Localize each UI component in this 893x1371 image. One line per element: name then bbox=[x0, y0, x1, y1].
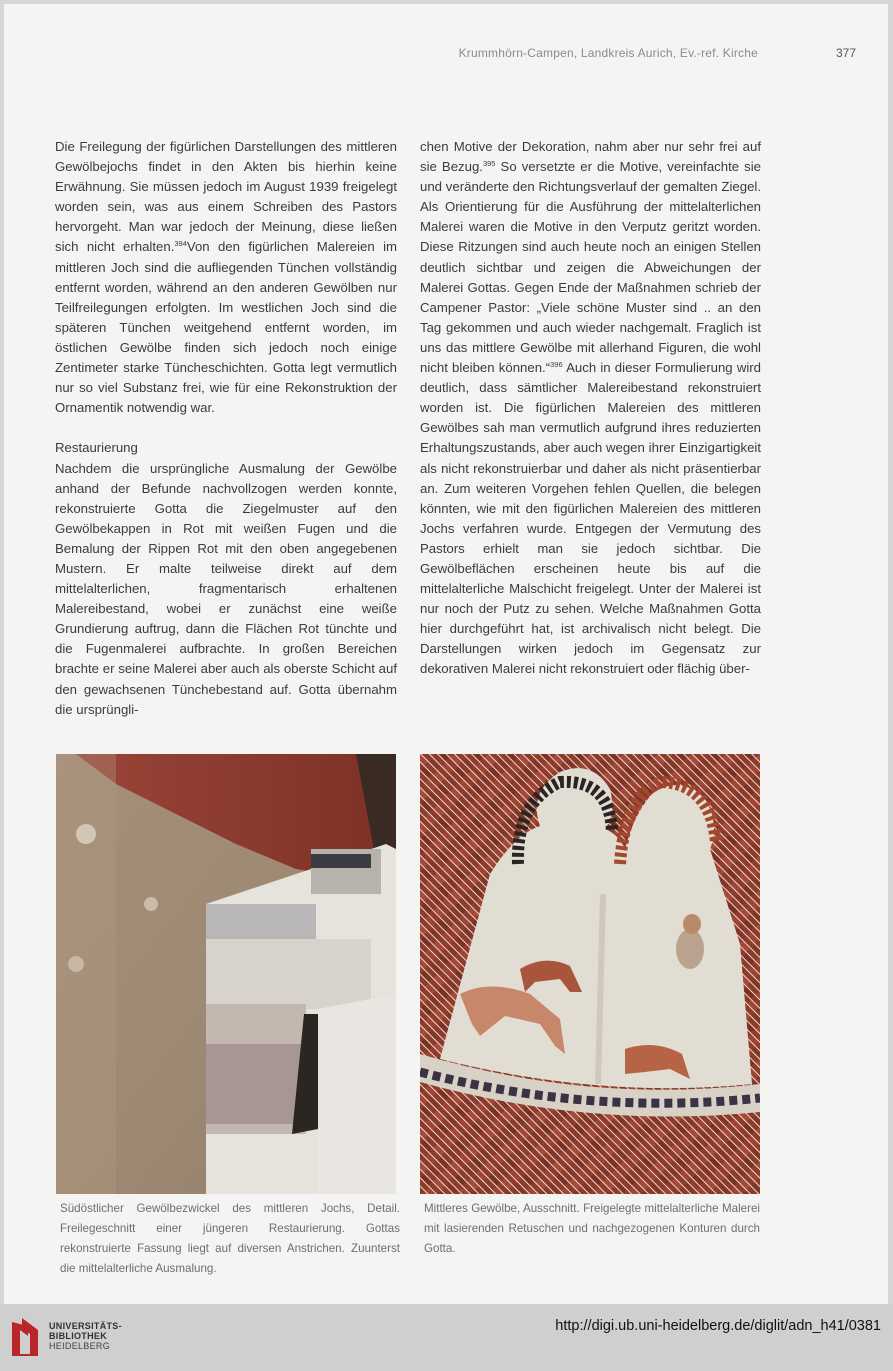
paragraph: Nachdem die ursprüngliche Ausmalung der Gewölbe anhand der Befunde nachvollzogen werden konnte, rekonstruierte Gotta die Ziegelmuster auf den Gewölbekappen in Rot mit weißen Fugen und die Bemalung der Rippen Rot mit den oben angegebenen Mustern. Er malte teilweise direkt auf dem mittelalterlichen, fragmentarisch erhaltenen Malereibestand, wobei er zunächst eine weiße Grundierung auftrug, dann die Flächen Rot tünchte und die Fugenmalerei aufbrachte. In großen Bereichen brachte er seine Malerei aber auch als oberste Schicht auf den gewachsenen Tünchebestand auf. Gotta übernahm die ursprüngli- bbox=[55, 460, 397, 717]
book-page bbox=[4, 4, 888, 1304]
section-heading: Restaurierung bbox=[55, 440, 138, 456]
paragraph-text: Die Freilegung der figürlichen Darstellungen des mittleren Gewölbejochs findet in den Akten bis hierhin keine Erwähnung. Sie müssen jedoch im August 1939 freigelegt worden sein, was aus einem Schreiben des Pastors hervorgeht. Man war jedoch der Meinung, diese ließen sich nicht erhalten. bbox=[55, 139, 397, 255]
running-header bbox=[4, 46, 888, 62]
footnote-ref[interactable]: 394 bbox=[174, 239, 187, 249]
paragraph bbox=[55, 137, 397, 418]
photo-central-vault bbox=[420, 754, 760, 1194]
running-title: Krummhörn-Campen, Landkreis Aurich, Ev.-ref. Kirche bbox=[458, 46, 758, 60]
ub-heidelberg-logo[interactable] bbox=[8, 1314, 44, 1358]
library-name-line: HEIDELBERG bbox=[49, 1341, 111, 1351]
library-name bbox=[49, 1321, 122, 1351]
footnote-ref[interactable]: 395 bbox=[482, 159, 496, 169]
right-text-column bbox=[420, 137, 761, 680]
caption-right: Mittleres Gewölbe, Ausschnitt. Freigelegte mittelalterliche Malerei mit lasierenden Retuschen und nachgezogenen Konturen durch Gotta. bbox=[424, 1202, 760, 1255]
library-name-line: BIBLIOTHEK bbox=[49, 1331, 107, 1341]
caption-left: Südöstlicher Gewölbezwickel des mittleren Jochs, Detail. Freilegeschnitt einer jüngeren Restaurierung. Gottas rekonstruierte Fassung liegt auf diversen Anstrichen. Zuunterst die mittelalterliche Ausmalung. bbox=[60, 1202, 400, 1275]
photo-vault-spandrel-image bbox=[56, 754, 396, 1194]
paragraph-text: So versetzte er die Motive, vereinfachte sie und veränderte den Richtungsverlauf der gemalten Ziegel. Als Orientierung für die Ausführung der mittelalterlichen Malerei waren die Motive in den Verputz geritzt worden. Diese Ritzungen sind auch heute noch an einigen Stellen deutlich sichtbar und zeigen die Abweichungen der Malerei Gottas. Gegen Ende der Maßnahmen schrieb der Campener Pastor: „Viele schöne Muster sind .. an den Tag gekommen und auch wieder nachgemalt. Fraglich ist uns das mittlere Gewölbe mit allerhand Figuren, die wohl nicht bleiben können.“ bbox=[420, 159, 761, 376]
photo-vault-spandrel bbox=[56, 754, 396, 1194]
library-name-line: UNIVERSITÄTS- bbox=[49, 1321, 122, 1331]
paragraph bbox=[420, 137, 761, 680]
page-number: 377 bbox=[835, 46, 856, 60]
photo-central-vault-image bbox=[420, 754, 760, 1194]
paragraph-text: chen Motive der Dekoration, nahm aber nur sehr frei auf sie Bezug. bbox=[420, 139, 761, 175]
left-text-column bbox=[55, 137, 397, 720]
footnote-ref[interactable]: 396 bbox=[550, 360, 563, 370]
paragraph-text: Von den figürlichen Malereien im mittleren Joch sind die aufliegenden Tünchen vollständig entfernt worden, während an den anderen Gewölben nur Teilfreilegungen erfolgten. Im westlichen Joch sind die späteren Tünchen weitgehend entfernt worden, im östlichen Gewölbe finden sich jedoch noch einige Zentimeter starke Tüncheschichten. Gotta legt vermutlich nur so viel Substanz frei, wie für eine Rekonstruktion der Ornamentik notwendig war. bbox=[55, 239, 397, 416]
library-footer bbox=[0, 1304, 893, 1371]
paragraph-text: Auch in dieser Formulierung wird deutlich, dass sämtlicher Malereibestand rekonstruiert worden ist. Die figürlichen Malereien des mittleren Gewölbes sah man vermutlich aufgrund ihres reduzierten Erhaltungszustands, aber auch wegen ihrer Einzigartigkeit als nicht rekonstruierbar und daher als nicht präsentierbar an. Zum weiteren Vorgehen fehlen Quellen, die belegen könnten, wie mit den figürlichen Malereien des mittleren Jochs verfahren wurde. Entgegen der Vermutung des Pastors erhielt man sie jedoch sichtbar. Die Gewölbeflächen erscheinen heute bis auf die mittelalterliche Malschicht freigelegt. Unter der Malerei ist nur noch der Putz zu sehen. Welche Maßnahmen Gotta hier durchgeführt hat, ist archivalisch nicht belegt. Die Darstellungen wirken jedoch im Gegensatz zur dekorativen Malerei nicht rekonstruiert oder flächig über- bbox=[420, 360, 761, 677]
source-url[interactable]: http://digi.ub.uni-heidelberg.de/diglit/adn_h41/0381 bbox=[555, 1318, 881, 1334]
